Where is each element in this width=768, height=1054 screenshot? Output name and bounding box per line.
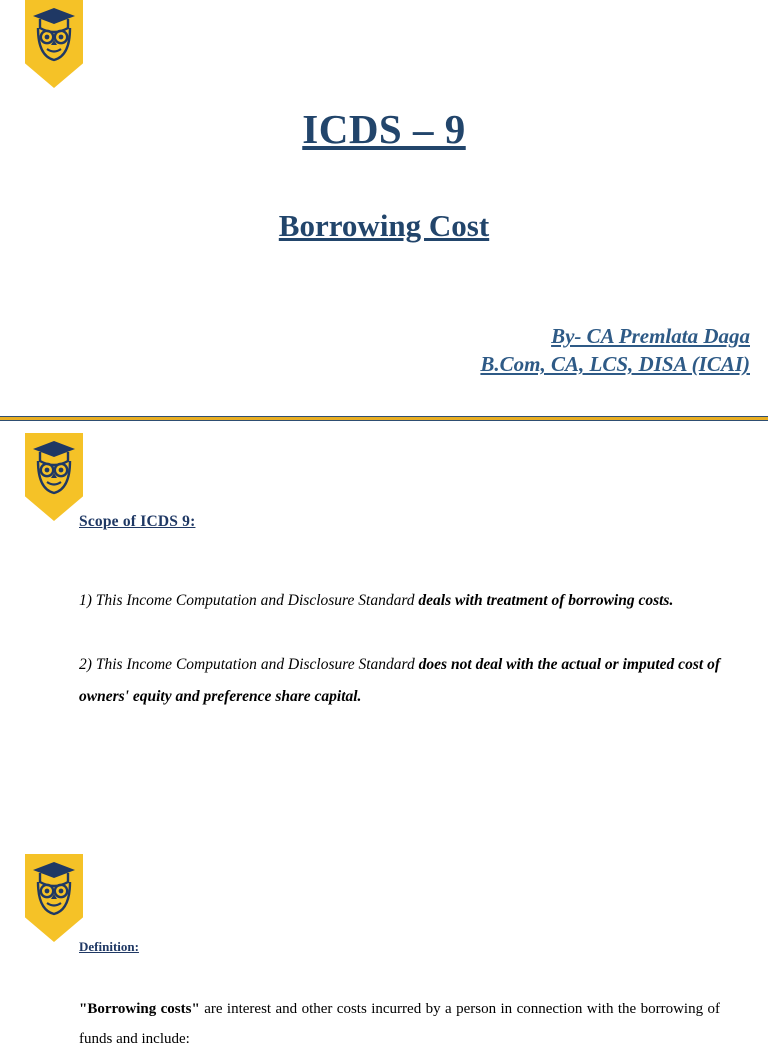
owl-graduate-shield-icon — [25, 0, 83, 88]
page-subtitle: Borrowing Cost — [278, 207, 490, 243]
title-slide — [0, 0, 768, 416]
scope-point-1 — [79, 585, 720, 617]
definition-text: are interest and other costs incurred by a person in connection with the borrowing of funds and include: — [79, 1001, 721, 1047]
author-block — [480, 322, 750, 378]
scope-heading: Scope of ICDS 9: — [79, 513, 196, 530]
author-credentials: B.Com, CA, LCS, DISA (ICAI) — [480, 352, 750, 376]
scope-point-2-emphasis: does not deal with the actual or imputed cost of owners' equity and preference share capital. — [79, 655, 720, 705]
owl-graduate-shield-icon — [25, 433, 83, 521]
scope-point-1-emphasis: deals with treatment of borrowing costs. — [418, 591, 674, 609]
definition-slide — [0, 851, 768, 1047]
scope-slide — [0, 421, 768, 851]
owl-graduate-shield-icon — [25, 854, 83, 942]
author-name: By- CA Premlata Daga — [551, 324, 750, 348]
scope-point-1-lead: 1) This Income Computation and Disclosure Standard — [79, 591, 419, 609]
scope-point-2 — [79, 649, 720, 713]
scope-point-2-lead: 2) This Income Computation and Disclosure Standard — [79, 655, 419, 673]
definition-heading: Definition: — [79, 939, 139, 954]
page-title: ICDS – 9 — [302, 106, 466, 153]
definition-paragraph — [79, 994, 720, 1054]
definition-term: "Borrowing costs" — [79, 1001, 200, 1017]
